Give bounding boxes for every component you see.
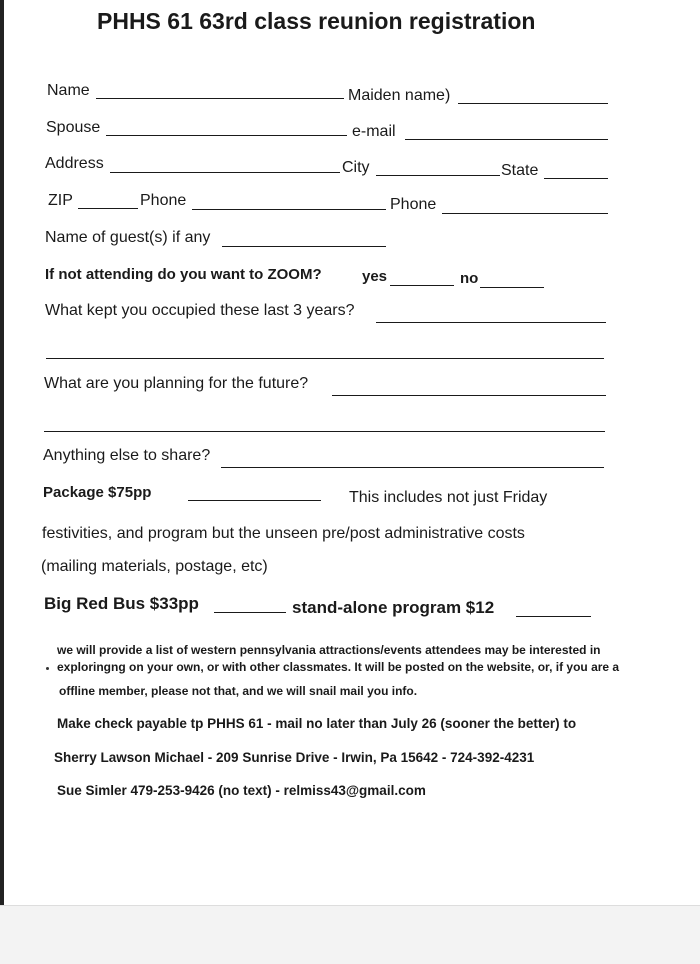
zoom-question: If not attending do you want to ZOOM? <box>45 266 322 283</box>
phone-line-2[interactable] <box>442 213 608 214</box>
package-note-line3: (mailing materials, postage, etc) <box>41 558 268 575</box>
program-line[interactable] <box>516 616 591 617</box>
city-label: City <box>342 159 370 176</box>
bus-line[interactable] <box>214 612 286 613</box>
package-note-line1: This includes not just Friday <box>349 489 548 506</box>
occupied-line-1[interactable] <box>376 322 606 323</box>
zip-label: ZIP <box>48 192 73 209</box>
sue-contact: Sue Simler 479-253-9426 (no text) - relmiss43@gmail.com <box>57 783 426 798</box>
mailing-address: Sherry Lawson Michael - 209 Sunrise Drive - Irwin, Pa 15642 - 724-392-4231 <box>54 750 535 765</box>
payable-instructions: Make check payable tp PHHS 61 - mail no later than July 26 (sooner the better) to <box>57 716 577 731</box>
zoom-yes-line[interactable] <box>390 285 454 286</box>
name-line[interactable] <box>96 98 344 99</box>
phone-label-2: Phone <box>390 196 437 213</box>
share-question: Anything else to share? <box>43 447 211 464</box>
address-label: Address <box>45 155 104 172</box>
maiden-name-label: Maiden name) <box>348 87 451 104</box>
scan-bottom-strip <box>0 905 700 964</box>
phone-line-1[interactable] <box>192 209 386 210</box>
info-line3: offline member, please not that, and we will snail mail you info. <box>59 684 418 698</box>
share-line[interactable] <box>221 467 604 468</box>
scan-speck <box>46 667 49 670</box>
guests-line[interactable] <box>222 246 386 247</box>
occupied-line-2[interactable] <box>46 358 604 359</box>
zoom-no-label: no <box>460 270 479 287</box>
address-line[interactable] <box>110 172 340 173</box>
bus-label: Big Red Bus $33pp <box>44 594 199 613</box>
spouse-line[interactable] <box>106 135 347 136</box>
zip-line[interactable] <box>78 208 138 209</box>
state-line[interactable] <box>544 178 608 179</box>
occupied-question: What kept you occupied these last 3 years? <box>45 302 355 319</box>
package-label: Package $75pp <box>43 484 152 501</box>
name-label: Name <box>47 82 90 99</box>
program-label: stand-alone program $12 <box>292 598 495 617</box>
maiden-name-line[interactable] <box>458 103 608 104</box>
state-label: State <box>501 162 539 179</box>
city-line[interactable] <box>376 175 500 176</box>
zoom-no-line[interactable] <box>480 287 544 288</box>
info-line1: we will provide a list of western pennsylvania attractions/events attendees may be interested in <box>57 643 601 657</box>
email-label: e-mail <box>352 123 396 140</box>
package-line[interactable] <box>188 500 321 501</box>
form-title: PHHS 61 63rd class reunion registration <box>97 8 536 34</box>
phone-label-1: Phone <box>140 192 187 209</box>
future-question: What are you planning for the future? <box>44 375 309 392</box>
future-line-1[interactable] <box>332 395 606 396</box>
zoom-yes-label: yes <box>362 268 388 285</box>
future-line-2[interactable] <box>44 431 605 432</box>
package-note-line2: festivities, and program but the unseen pre/post administrative costs <box>42 525 525 542</box>
info-line2: exploringng on your own, or with other classmates. It will be posted on the website, or, if you are a <box>57 660 620 674</box>
spouse-label: Spouse <box>46 119 101 136</box>
email-line[interactable] <box>405 139 608 140</box>
guests-label: Name of guest(s) if any <box>45 229 211 246</box>
scan-edge <box>0 0 4 905</box>
